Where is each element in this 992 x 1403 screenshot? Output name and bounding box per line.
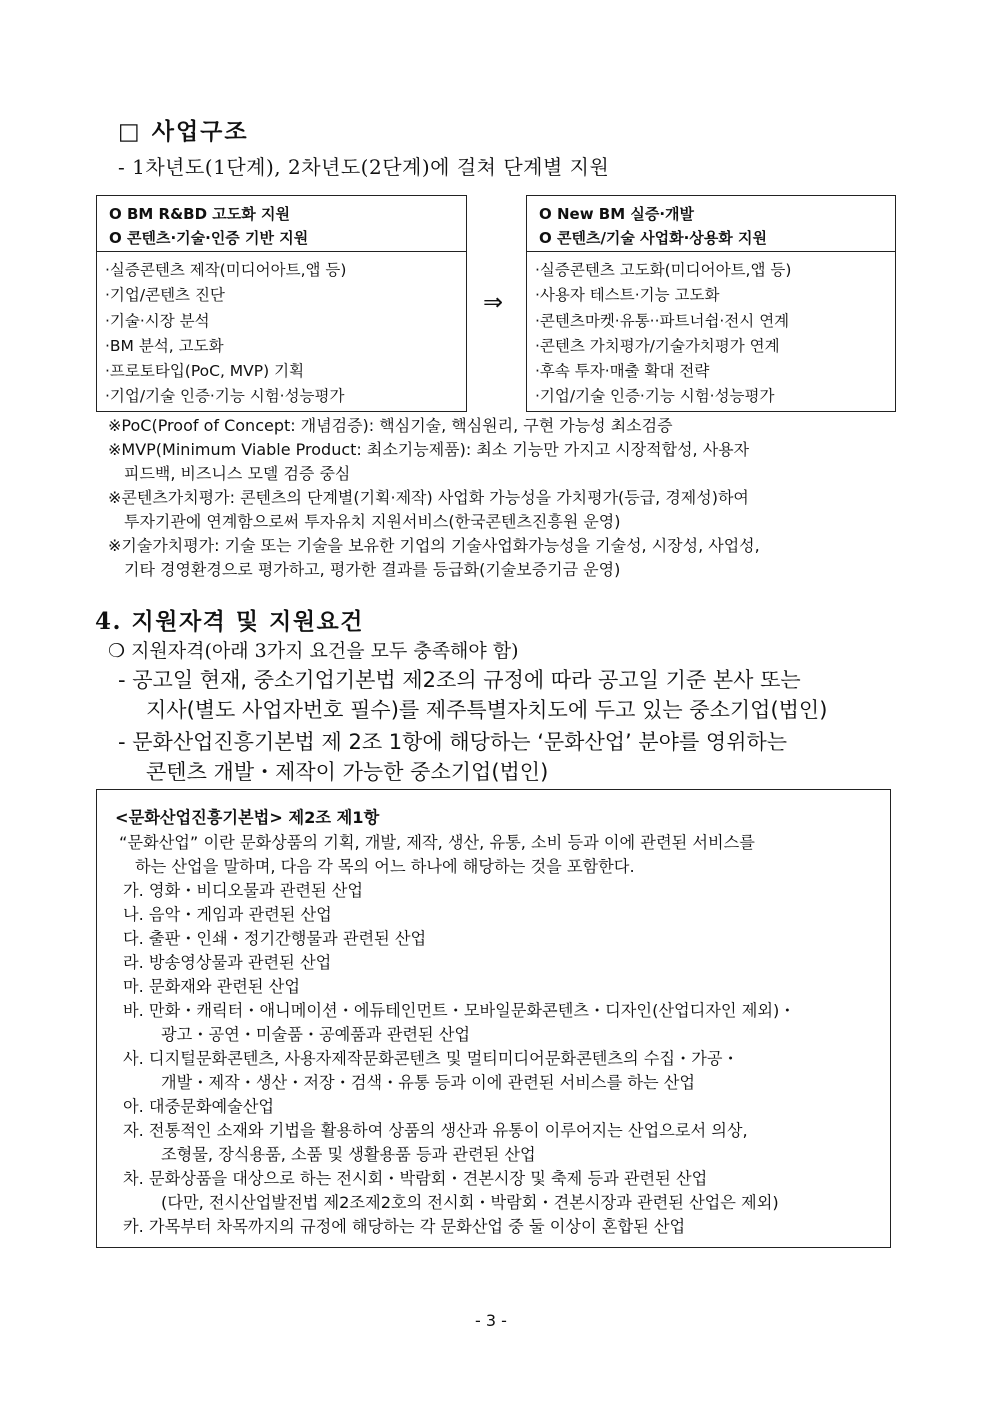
left-list-item: ·기업/기술 인증·기능 시험·성능평가	[105, 387, 345, 406]
left-list-item: ·실증콘텐츠 제작(미디어아트,앱 등)	[105, 261, 347, 279]
arrow-icon: ⇒	[483, 288, 504, 316]
right-phase-list	[527, 252, 895, 410]
right-header-line-1: O New BM 실증·개발	[539, 205, 695, 223]
note-content-valuation: ※콘텐츠가치평가: 콘텐츠의 단계별(기획·제작) 사업화 가능성을 가치평가(등급, 경제성)하여	[108, 488, 749, 507]
note-tech-valuation-cont: 기타 경영환경으로 평가하고, 평가한 결과를 등급화(기술보증기금 운영)	[124, 560, 621, 579]
left-list-item: ·프로토타입(PoC, MVP) 기획	[105, 362, 305, 381]
section-heading-eligibility: 4. 지원자격 및 지원요건	[95, 608, 364, 635]
law-item-cont: (다만, 전시산업발전법 제2조제2호의 전시회・박람회・견본시장과 관련된 산업은 제외)	[161, 1193, 779, 1212]
right-list-item: ·기업/기술 인증·기능 시험·성능평가	[535, 387, 775, 406]
law-item: 가. 영화・비디오물과 관련된 산업	[123, 881, 364, 900]
requirement-1-line-2: 지사(별도 사업자번호 필수)를 제주특별자치도에 두고 있는 중소기업(법인)	[146, 698, 828, 722]
left-list-item: ·기업/콘텐츠 진단	[105, 286, 225, 305]
law-item-cont: 조형물, 장식용품, 소품 및 생활용품 등과 관련된 산업	[161, 1145, 536, 1164]
left-list-item: ·BM 분석, 고도화	[105, 336, 224, 355]
law-item: 라. 방송영상물과 관련된 산업	[123, 953, 332, 972]
law-item-cont: 개발・제작・생산・저장・검색・유통 등과 이에 관련된 서비스를 하는 산업	[161, 1073, 696, 1092]
page-number: - 3 -	[475, 1311, 507, 1330]
law-item: 차. 문화상품을 대상으로 하는 전시회・박람회・견본시장 및 축제 등과 관련된 산업	[123, 1169, 708, 1188]
requirement-1-line-1: - 공고일 현재, 중소기업기본법 제2조의 규정에 따라 공고일 기준 본사 또는	[118, 668, 801, 692]
law-item: 마. 문화재와 관련된 산업	[123, 977, 300, 996]
left-phase-box	[96, 195, 467, 412]
requirement-2-line-1: - 문화산업진흥기본법 제 2조 1항에 해당하는 ‘문화산업’ 분야를 영위하는	[118, 730, 788, 754]
right-list-item: ·후속 투자·매출 확대 전략	[535, 362, 710, 381]
right-phase-box	[526, 195, 896, 412]
right-list-item: ·콘텐츠 가치평가/기술가치평가 연계	[535, 336, 780, 355]
left-header-line-1: O BM R&BD 고도화 지원	[109, 205, 290, 223]
note-tech-valuation: ※기술가치평가: 기술 또는 기술을 보유한 기업의 기술사업화가능성을 기술성, 시장성, 사업성,	[108, 536, 760, 555]
eligibility-intro: ❍ 지원자격(아래 3가지 요건을 모두 충족해야 함)	[108, 640, 519, 662]
right-header-line-2: O 콘텐츠/기술 사업화·상용화 지원	[539, 229, 767, 247]
law-title: <문화산업진흥기본법> 제2조 제1항	[115, 808, 380, 827]
right-list-item: ·사용자 테스트·기능 고도화	[535, 286, 720, 305]
left-header-line-2: O 콘텐츠·기술·인증 기반 지원	[109, 229, 309, 247]
structure-subtitle: - 1차년도(1단계), 2차년도(2단계)에 걸쳐 단계별 지원	[118, 155, 610, 179]
law-item: 다. 출판・인쇄・정기간행물과 관련된 산업	[123, 929, 427, 948]
right-phase-header	[527, 196, 895, 252]
right-list-item: ·실증콘텐츠 고도화(미디어아트,앱 등)	[535, 261, 792, 279]
note-poc: ※PoC(Proof of Concept: 개념검증): 핵심기술, 핵심원리, 구현 가능성 최소검증	[108, 416, 673, 435]
right-list-item: ·콘텐츠마켓·유통··파트너쉽·전시 연계	[535, 311, 790, 330]
left-phase-list	[97, 252, 466, 410]
law-item: 나. 음악・게임과 관련된 산업	[123, 905, 332, 924]
law-item: 아. 대중문화예술산업	[123, 1097, 275, 1116]
note-content-valuation-cont: 투자기관에 연계함으로써 투자유치 지원서비스(한국콘텐츠진흥원 운영)	[124, 512, 621, 531]
law-item: 카. 가목부터 차목까지의 규정에 해당하는 각 문화산업 중 둘 이상이 혼합된 산업	[123, 1217, 686, 1236]
left-phase-header	[97, 196, 466, 252]
law-item: 바. 만화・캐릭터・애니메이션・에듀테인먼트・모바일문화콘텐츠・디자인(산업디자인 제외)・	[123, 1001, 796, 1020]
requirement-2-line-2: 콘텐츠 개발・제작이 가능한 중소기업(법인)	[146, 760, 549, 784]
law-item: 사. 디지털문화콘텐츠, 사용자제작문화콘텐츠 및 멀티미디어문화콘텐츠의 수집・가공・	[123, 1049, 739, 1068]
law-item-cont: 광고・공연・미술품・공예품과 관련된 산업	[161, 1025, 471, 1044]
law-excerpt-box	[96, 789, 891, 1248]
section-heading-structure: □ 사업구조	[118, 118, 249, 145]
left-list-item: ·기술·시장 분석	[105, 311, 210, 330]
note-mvp-cont: 피드백, 비즈니스 모델 검증 중심	[124, 464, 351, 483]
law-intro-line-2: 하는 산업을 말하며, 다음 각 목의 어느 하나에 해당하는 것을 포함한다.	[135, 857, 635, 876]
law-item: 자. 전통적인 소재와 기법을 활용하여 상품의 생산과 유통이 이루어지는 산업으로서 의상,	[123, 1121, 748, 1140]
law-intro-line-1: “문화산업” 이란 문화상품의 기획, 개발, 제작, 생산, 유통, 소비 등과 이에 관련된 서비스를	[119, 833, 755, 852]
note-mvp: ※MVP(Minimum Viable Product: 최소기능제품): 최소 기능만 가지고 시장적합성, 사용자	[108, 440, 750, 459]
